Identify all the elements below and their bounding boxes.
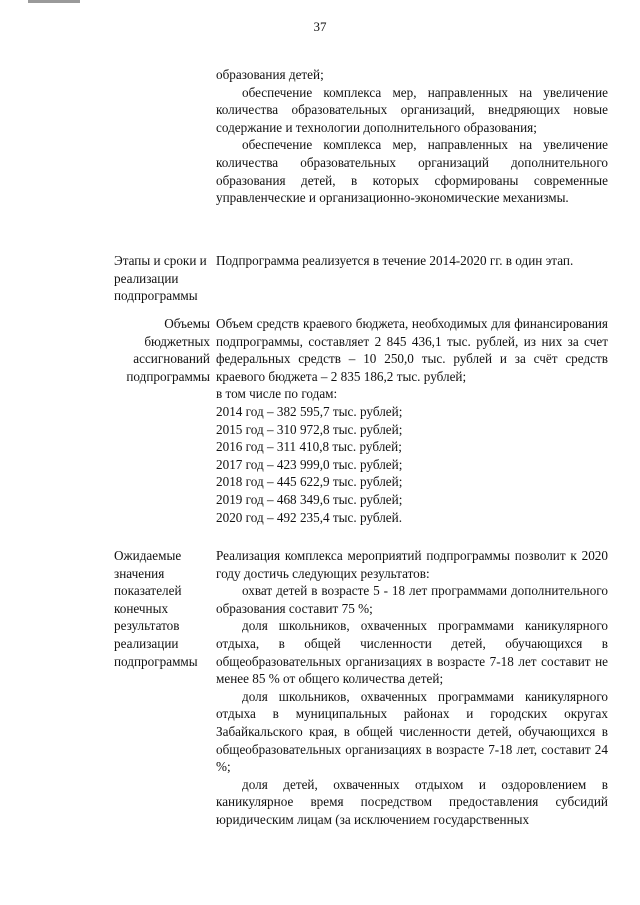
budget-year-item: 2017 год – 423 999,0 тыс. рублей; [216,456,403,472]
page-number: 37 [313,19,327,34]
results-label: Ожидаемые значения показателей конечных результатов реализации подпрограммы [114,548,198,669]
budget-year-item: 2014 год – 382 595,7 тыс. рублей; [216,403,403,419]
results-item: доля школьников, охваченных программами каникулярного отдыха в муниципальных районах и городских округах Забайкальского края, в общей численности детей, обучающихся в общеобразовательных организациях в возрасте 7-18 лет, составит 24 %; [216,688,608,775]
results-content [216,547,608,829]
stages-label: Этапы и сроки и реализации подпрограммы [114,253,207,304]
budget-year-item: 2020 год – 492 235,4 тыс. рублей. [216,509,402,525]
results-item: доля детей, охваченных отдыхом и оздоровлением в каникулярное время посредством предоставления субсидий юридическим лицам (за исключением государственных [216,776,608,827]
goals-paragraph: обеспечение комплекса мер, направленных на увеличение количества образовательных организаций дополнительного образования детей, в которых сформированы современные управленческие и организационно-экономические механизмы. [216,137,608,206]
budget-intro: Объем средств краевого бюджета, необходимых для финансирования подпрограммы, составляет 2 845 436,1 тыс. рублей, из них за счет федеральных средств – 10 250,0 тыс. рублей и за счёт средств краевого бюджета – 2 835 186,2 тыс. рублей; [216,316,608,384]
budget-year-item: 2015 год – 310 972,8 тыс. рублей; [216,421,403,437]
scan-edge-mark [28,0,80,3]
stages-text: Подпрограмма реализуется в течение 2014-2020 гг. в один этап. [216,253,574,268]
budget-label: Объемы бюджетных ассигнований подпрограммы [126,316,210,384]
budget-content [216,315,608,526]
budget-year-item: 2019 год – 468 349,6 тыс. рублей; [216,491,403,507]
stages-content [216,252,608,270]
results-item: доля школьников, охваченных программами каникулярного отдыха, в общей численности детей, обучающихся в общеобразовательных организациях в возрасте 7-18 лет составит не менее 85 % от общего количества детей; [216,618,608,687]
budget-year-item: 2018 год – 445 622,9 тыс. рублей; [216,474,403,490]
budget-year-item: 2016 год – 311 410,8 тыс. рублей; [216,439,402,455]
goals-paragraph: образования детей; [216,67,324,82]
results-item: охват детей в возрасте 5 - 18 лет программами дополнительного образования составит 75 %; [216,583,608,616]
goals-content [216,66,608,207]
budget-by-year-heading: в том числе по годам: [216,386,338,402]
goals-paragraph: обеспечение комплекса мер, направленных на увеличение количества образовательных организаций, внедряющих новые содержание и технологии дополнительного образования; [216,84,608,135]
results-intro: Реализация комплекса мероприятий подпрограммы позволит к 2020 году достичь следующих результатов: [216,548,608,581]
